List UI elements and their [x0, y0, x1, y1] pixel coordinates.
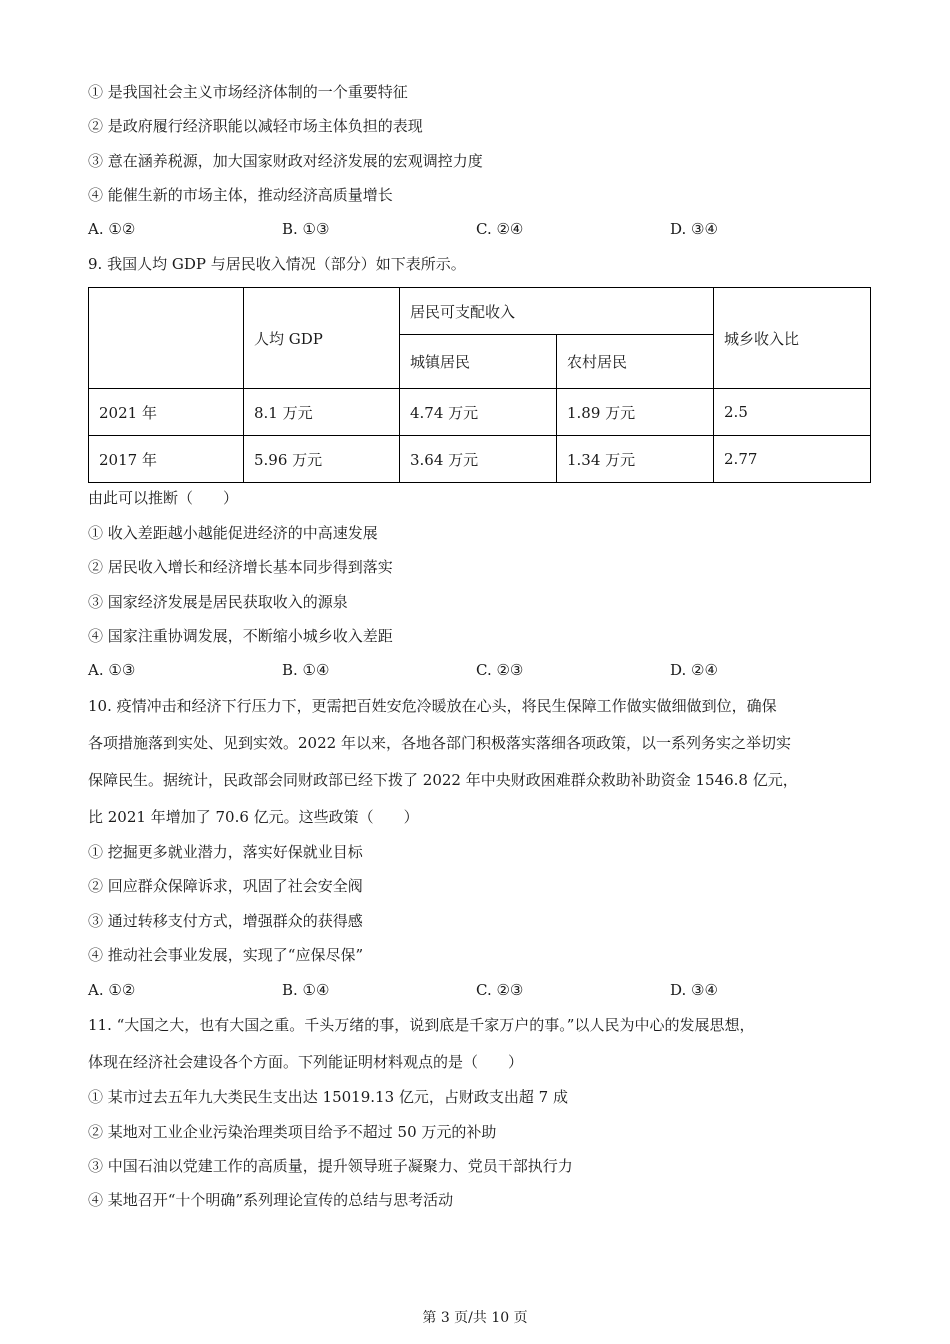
q8-choice-c: C. ②④ — [476, 220, 524, 238]
q9-choice-c: C. ②③ — [476, 661, 524, 679]
q10-option-1: ① 挖掘更多就业潜力，落实好保就业目标 — [88, 843, 363, 861]
q11-stem-line-1: 11. “大国之大，也有大国之重。千头万绪的事，说到底是千家万户的事。”以人民为中心的发展思想， — [88, 1016, 755, 1034]
table-cell-rural: 1.34 万元 — [557, 436, 714, 483]
q10-choice-b: B. ①④ — [282, 981, 330, 999]
q9-choice-d: D. ②④ — [670, 661, 718, 679]
q8-choice-b: B. ①③ — [282, 220, 330, 238]
q10-stem-line-1: 10. 疫情冲击和经济下行压力下，更需把百姓安危冷暖放在心头，将民生保障工作做实做细做到位，确保 — [88, 697, 777, 715]
q11-option-4: ④ 某地召开“十个明确”系列理论宣传的总结与思考活动 — [88, 1191, 454, 1209]
q9-choices — [88, 660, 868, 680]
q8-choices — [88, 219, 868, 239]
q10-option-3: ③ 通过转移支付方式，增强群众的获得感 — [88, 912, 363, 930]
q9-choice-a: A. ①③ — [88, 661, 136, 679]
table-cell-rural: 1.89 万元 — [557, 389, 714, 436]
table-cell-year: 2017 年 — [89, 436, 244, 483]
table-header-urban: 城镇居民 — [400, 335, 557, 389]
table-cell-gdp: 5.96 万元 — [244, 436, 400, 483]
q9-option-2: ② 居民收入增长和经济增长基本同步得到落实 — [88, 558, 393, 576]
table-cell-year: 2021 年 — [89, 389, 244, 436]
q11-option-3: ③ 中国石油以党建工作的高质量，提升领导班子凝聚力、党员干部执行力 — [88, 1157, 573, 1175]
q9-choice-b: B. ①④ — [282, 661, 330, 679]
q8-option-2: ② 是政府履行经济职能以减轻市场主体负担的表现 — [88, 117, 423, 135]
q10-option-4: ④ 推动社会事业发展，实现了“应保尽保” — [88, 946, 364, 964]
table-cell-ratio: 2.77 — [714, 436, 871, 483]
table-row — [89, 389, 871, 436]
q10-choice-c: C. ②③ — [476, 981, 524, 999]
q9-option-4: ④ 国家注重协调发展，不断缩小城乡收入差距 — [88, 627, 393, 645]
table-cell-gdp: 8.1 万元 — [244, 389, 400, 436]
q11-stem-line-2: 体现在经济社会建设各个方面。下列能证明材料观点的是（ ） — [88, 1053, 524, 1071]
q10-option-2: ② 回应群众保障诉求，巩固了社会安全阀 — [88, 877, 363, 895]
table-header-gdp: 人均 GDP — [244, 288, 400, 389]
table-header-income: 居民可支配收入 — [400, 288, 714, 335]
q10-stem-line-3: 保障民生。据统计，民政部会同财政部已经下拨了 2022 年中央财政困难群众救助补助资金 1546.8 亿元， — [88, 771, 798, 789]
q10-stem-line-2: 各项措施落到实处、见到实效。2022 年以来，各地各部门积极落实落细各项政策，以一系列务实之举切实 — [88, 734, 791, 752]
table-header-row-1 — [89, 288, 871, 335]
q9-option-3: ③ 国家经济发展是居民获取收入的源泉 — [88, 593, 348, 611]
table-corner-cell — [89, 288, 244, 389]
table-row — [89, 436, 871, 483]
q8-option-1: ① 是我国社会主义市场经济体制的一个重要特征 — [88, 83, 408, 101]
table-cell-urban: 4.74 万元 — [400, 389, 557, 436]
table-cell-ratio: 2.5 — [714, 389, 871, 436]
table-header-rural: 农村居民 — [557, 335, 714, 389]
q9-prompt: 由此可以推断（ ） — [88, 489, 239, 507]
page-number: 第 3 页/共 10 页 — [422, 1310, 528, 1326]
q11-option-2: ② 某地对工业企业污染治理类项目给予不超过 50 万元的补助 — [88, 1123, 497, 1141]
q9-stem: 9. 我国人均 GDP 与居民收入情况（部分）如下表所示。 — [88, 255, 466, 273]
table-header-ratio: 城乡收入比 — [714, 288, 871, 389]
q11-option-1: ① 某市过去五年九大类民生支出达 15019.13 亿元，占财政支出超 7 成 — [88, 1088, 568, 1106]
q8-option-4: ④ 能催生新的市场主体，推动经济高质量增长 — [88, 186, 393, 204]
income-table — [88, 287, 871, 483]
q10-choice-a: A. ①② — [88, 981, 136, 999]
q10-choice-d: D. ③④ — [670, 981, 718, 999]
q9-option-1: ① 收入差距越小越能促进经济的中高速发展 — [88, 524, 378, 542]
q8-choice-a: A. ①② — [88, 220, 136, 238]
q8-choice-d: D. ③④ — [670, 220, 718, 238]
q10-choices — [88, 980, 868, 1000]
table-cell-urban: 3.64 万元 — [400, 436, 557, 483]
q10-stem-line-4: 比 2021 年增加了 70.6 亿元。这些政策（ ） — [88, 808, 419, 826]
q8-option-3: ③ 意在涵养税源，加大国家财政对经济发展的宏观调控力度 — [88, 152, 483, 170]
